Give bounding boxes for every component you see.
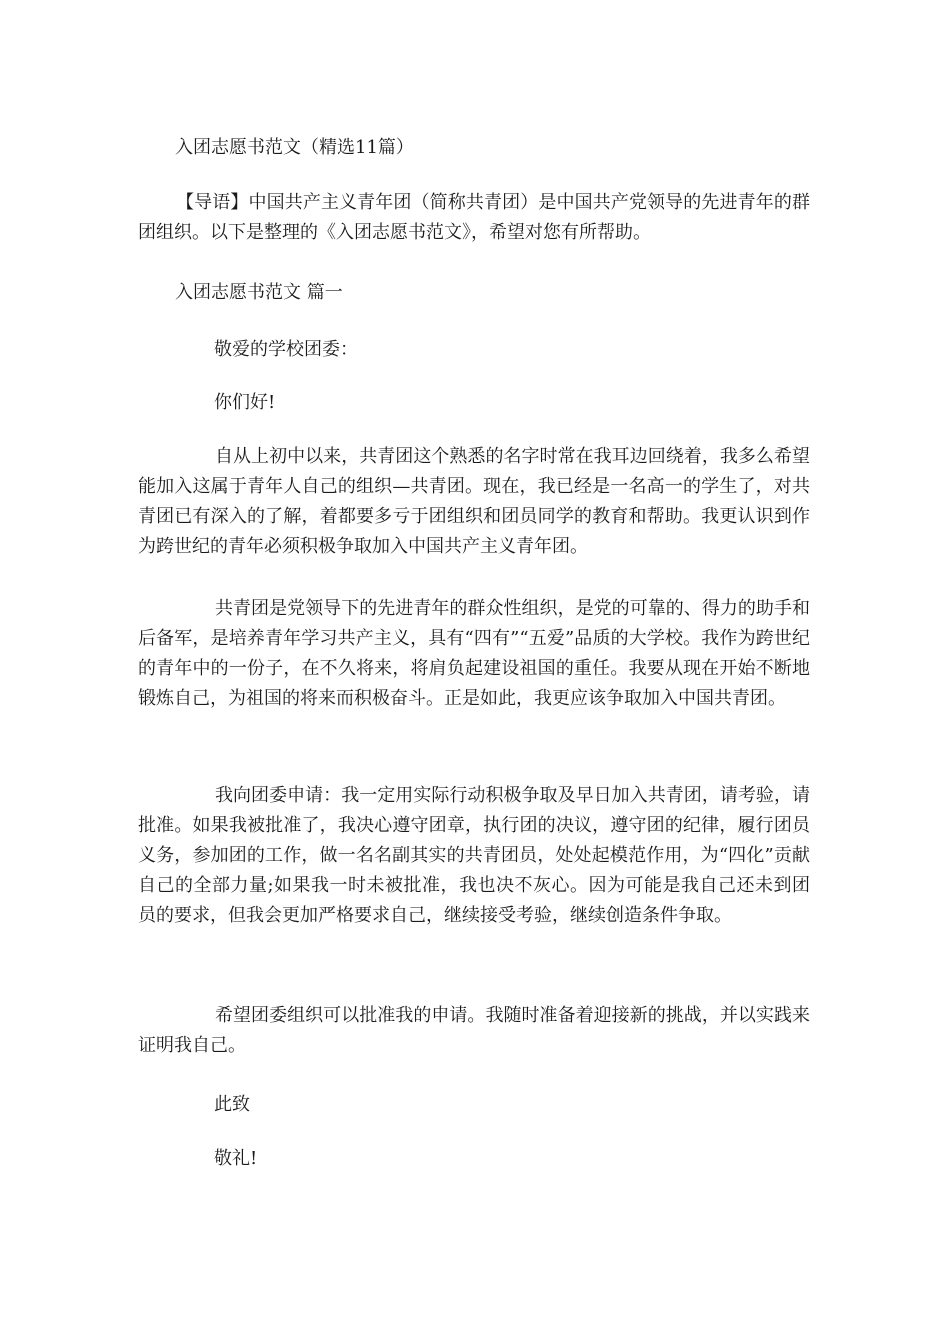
body-paragraph-1: 自从上初中以来，共青团这个熟悉的名字时常在我耳边回绕着，我多么希望能加入这属于青年人自己的组织—共青团。现在，我已经是一名高一的学生了，对共青团已有深入的了解，着都要多亏于团组织和团员同学的教育和帮助。我更认识到作为跨世纪的青年必须积极争取加入中国共产主义青年团。 [138, 446, 810, 557]
greeting: 你们好! [214, 392, 276, 413]
body-paragraph-2: 共青团是党领导下的先进青年的群众性组织，是党的可靠的、得力的助手和后备军，是培养青年学习共产主义，具有“四有”“五爱”品质的大学校。我作为跨世纪的青年中的一份子，在不久将来，将肩负起建设祖国的重任。我要从现在开始不断地锻炼自己，为祖国的将来而积极奋斗。正是如此，我更应该争取加入中国共青团。 [138, 598, 810, 709]
document-title: 入团志愿书范文（精选11篇） [175, 137, 414, 158]
body-paragraph-3: 我向团委申请：我一定用实际行动积极争取及早日加入共青团，请考验，请批准。如果我被批准了，我决心遵守团章，执行团的决议，遵守团的纪律，履行团员义务，参加团的工作，做一名名副其实的共青团员，处处起模范作用，为“四化”贡献自己的全部力量;如果我一时未被批准，我也决不灰心。因为可能是我自己还未到团员的要求，但我会更加严格要求自己，继续接受考验，继续创造条件争取。 [138, 785, 810, 926]
intro-paragraph: 【导语】中国共产主义青年团（简称共青团）是中国共产党领导的先进青年的群团组织。以下是整理的《入团志愿书范文》，希望对您有所帮助。 [138, 192, 810, 243]
body-paragraph-4: 希望团委组织可以批准我的申请。我随时准备着迎接新的挑战，并以实践来证明我自己。 [138, 1005, 810, 1056]
salutation: 敬爱的学校团委： [214, 339, 358, 360]
section-heading: 入团志愿书范文 篇一 [175, 282, 343, 303]
closing-line-2: 敬礼! [214, 1148, 258, 1169]
closing-line-1: 此致 [214, 1094, 250, 1115]
